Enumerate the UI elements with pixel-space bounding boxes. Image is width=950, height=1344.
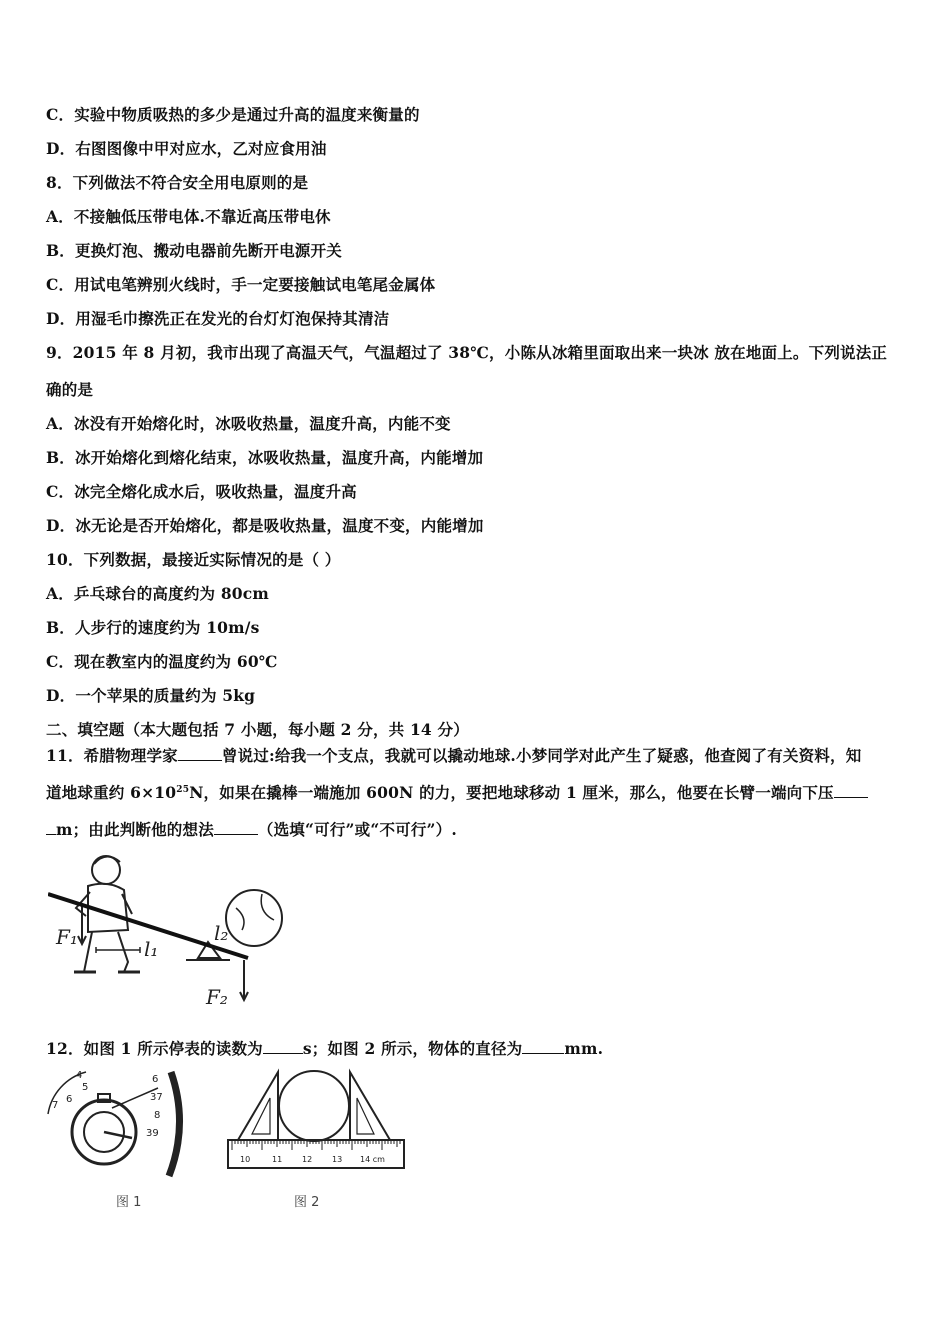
q9-stem-line1: 9．2015 年 8 月初，我市出现了高温天气，气温超过了 38℃，小陈从冰箱里面取出来一块冰 放在地面上。下列说法正 xyxy=(46,343,888,362)
label-l1: l₁ xyxy=(144,937,159,961)
scale-num-37: 37 xyxy=(150,1092,163,1103)
q12-text-b: s；如图 2 所示，物体的直径为 xyxy=(302,1039,523,1058)
label-f1: F₁ xyxy=(56,925,78,949)
q8-stem: 8．下列做法不符合安全用电原则的是 xyxy=(46,173,309,192)
stopwatch-figure xyxy=(46,1068,196,1178)
q7-option-d: D．右图图像中甲对应水，乙对应食用油 xyxy=(46,139,327,158)
left-triangle-inner xyxy=(252,1098,270,1134)
q12-blank-1[interactable] xyxy=(263,1039,303,1054)
measured-object xyxy=(279,1071,349,1141)
q11-line2 xyxy=(46,781,868,803)
ruler-num-10: 10 xyxy=(240,1155,251,1164)
ruler-num-14: 14 cm xyxy=(360,1155,385,1164)
q11-text-f: （选填“可行”或“不可行”）. xyxy=(257,820,457,839)
figure-2-caption: 图 2 xyxy=(294,1195,320,1210)
ruler-ticks xyxy=(232,1140,400,1150)
ruler-figure xyxy=(226,1068,410,1178)
q11-text-d: N，如果在撬棒一端施加 600N 的力，要把地球移动 1 厘米，那么，他要在长臂一端向下压 xyxy=(189,783,834,802)
q11-blank-2a[interactable] xyxy=(834,783,868,798)
dial-num-6: 6 xyxy=(66,1094,73,1105)
q10-option-c: C．现在教室内的温度约为 60℃ xyxy=(46,652,278,671)
label-l2: l₂ xyxy=(214,921,229,945)
right-triangle xyxy=(350,1072,390,1140)
left-triangle xyxy=(238,1072,278,1140)
q8-option-b: B．更换灯泡、搬动电器前先断开电源开关 xyxy=(46,241,342,260)
scale-num-8: 8 xyxy=(154,1110,161,1121)
q11-text-b: 曾说过:给我一个支点，我就可以撬动地球.小梦同学对此产生了疑惑，他查阅了有关资料，知 xyxy=(221,746,862,765)
q11-blank-1[interactable] xyxy=(178,746,222,761)
q9-option-c: C．冰完全熔化成水后，吸收热量，温度升高 xyxy=(46,482,357,501)
f2-arrow xyxy=(240,960,248,1000)
ruler-num-11: 11 xyxy=(272,1155,283,1164)
dial-num-5: 5 xyxy=(82,1082,89,1093)
q11-line1 xyxy=(46,744,861,766)
big-dial-arc xyxy=(169,1072,180,1176)
q11-line3 xyxy=(46,818,457,840)
ruler-num-12: 12 xyxy=(302,1155,313,1164)
person-head xyxy=(92,856,120,884)
q12-blank-2[interactable] xyxy=(522,1039,564,1054)
q11-blank-2b[interactable] xyxy=(46,820,56,835)
q12-text-c: mm. xyxy=(564,1039,604,1058)
dial-num-4: 4 xyxy=(76,1070,83,1081)
q12-text-a: 12．如图 1 所示停表的读数为 xyxy=(46,1039,263,1058)
dial-num-7: 7 xyxy=(52,1100,59,1111)
q8-option-c: C．用试电笔辨别火线时，手一定要接触试电笔尾金属体 xyxy=(46,275,436,294)
earth-globe xyxy=(226,890,282,946)
earth-continents xyxy=(236,894,274,930)
lever-figure xyxy=(48,848,298,1008)
q9-option-a: A．冰没有开始熔化时，冰吸收热量，温度升高，内能不变 xyxy=(46,414,451,433)
q8-option-d: D．用湿毛巾擦洗正在发光的台灯灯泡保持其清洁 xyxy=(46,309,390,328)
right-triangle-inner xyxy=(357,1098,374,1134)
q10-option-b: B．人步行的速度约为 10m/s xyxy=(46,618,260,637)
ruler-num-13: 13 xyxy=(332,1155,343,1164)
scale-num-6: 6 xyxy=(152,1074,159,1085)
figure-1-caption: 图 1 xyxy=(116,1195,142,1210)
q9-option-b: B．冰开始熔化到熔化结束，冰吸收热量，温度升高，内能增加 xyxy=(46,448,484,467)
stopwatch-hand xyxy=(104,1132,132,1138)
l1-arm xyxy=(96,947,140,953)
q8-option-a: A．不接触低压带电体.不靠近高压带电休 xyxy=(46,207,331,226)
label-f2: F₂ xyxy=(206,985,228,1008)
section-heading: 二、填空题（本大题包括 7 小题，每小题 2 分，共 14 分） xyxy=(46,720,469,739)
q11-text-c: 道地球重约 6×10 xyxy=(46,783,177,802)
q11-text-a: 11．希腊物理学家 xyxy=(46,746,178,765)
q7-option-c: C．实验中物质吸热的多少是通过升高的温度来衡量的 xyxy=(46,105,420,124)
q11-exponent: 25 xyxy=(176,784,190,795)
q10-option-d: D．一个苹果的质量约为 5kg xyxy=(46,686,256,705)
scale-num-39: 39 xyxy=(146,1128,159,1139)
person-legs xyxy=(84,932,128,972)
q12-line xyxy=(46,1037,603,1059)
q10-option-a: A．乒乓球台的高度约为 80cm xyxy=(46,584,270,603)
q11-blank-3[interactable] xyxy=(214,820,258,835)
q11-text-e: m；由此判断他的想法 xyxy=(56,820,214,839)
q9-option-d: D．冰无论是否开始熔化，都是吸收热量，温度不变，内能增加 xyxy=(46,516,484,535)
q10-stem: 10．下列数据，最接近实际情况的是（ ） xyxy=(46,550,341,569)
q9-stem-line2: 确的是 xyxy=(46,380,94,399)
